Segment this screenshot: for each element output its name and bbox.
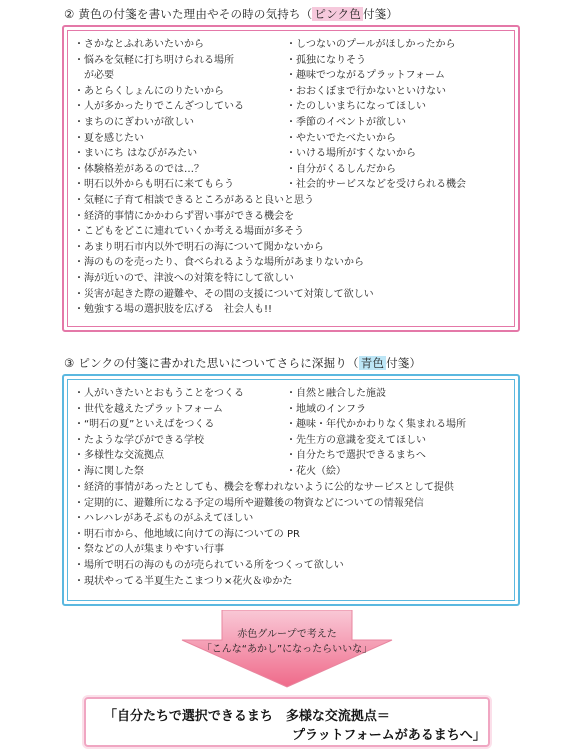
list-item: ・ハレハレがあそぶものがふえてほしい [74, 513, 254, 525]
arrow-caption-line1: 赤色グループで考えた [237, 629, 337, 640]
list-item: ・“明石の夏”といえばをつくる [74, 419, 215, 431]
list-item: ・季節のイベントが欲しい [286, 116, 406, 128]
result-line2: プラットフォームがあるまちへ」 [292, 728, 486, 743]
result-box [84, 697, 490, 747]
list-item: ・体験格差があるのでは…？ [74, 163, 204, 175]
list-item: ・海に関した祭 [74, 465, 144, 477]
list-item: ・海のものを売ったり、食べられるような場所があまりないから [74, 257, 364, 269]
list-item: ・勉強する場の選択肢を広げる 社会人も!! [74, 304, 273, 316]
list-item: ・花火（絵） [286, 465, 346, 477]
section3-box [62, 374, 520, 606]
list-item: ・自分がくるしんだから [286, 163, 396, 175]
list-item: ・趣味でつながるプラットフォーム [286, 70, 445, 82]
list-item: ・場所で明石の海のものが売られている所をつくって欲しい [74, 559, 344, 571]
section2-title-prefix: ② 黄色の付箋を書いた理由やその時の気持ち（ [64, 7, 313, 21]
list-item: ・やたいでたべたいから [286, 132, 396, 144]
list-item: ・あとらくしょんにのりたいから [74, 85, 224, 97]
section3-full-list [74, 480, 454, 589]
section3-title-suffix: 付箋） [386, 356, 422, 370]
section2-right-list [286, 37, 466, 193]
list-item: ・いける場所がすくないから [286, 148, 416, 160]
section2-title-suffix: 付箋） [362, 7, 399, 21]
section3-left-list [74, 386, 244, 480]
list-item: ・こどもをどこに連れていくか考える場面が多そう [74, 226, 304, 238]
result-line1: 「自分たちで選択できるまち 多様な交流拠点＝ [104, 709, 390, 724]
list-item: ・趣味・年代かかわりなく集まれる場所 [286, 419, 466, 431]
list-item: ・夏を感じたい [74, 132, 144, 144]
list-item: ・災害が起きた際の避難や、その間の支援について対策して欲しい [74, 288, 374, 300]
list-item: ・まいにち はなびがみたい [74, 148, 198, 160]
list-item: ・人がいきたいとおもうことをつくる [74, 388, 244, 399]
list-item: ・たような学びができる学校 [74, 434, 204, 446]
list-item: ・さかなとふれあいたいから [74, 39, 204, 50]
list-item: ・多様性な交流拠点 [74, 450, 164, 462]
section2-title [64, 6, 398, 22]
list-item: ・明石市から、他地域に向けての海についての PR [74, 528, 300, 540]
list-item: ・気軽に子育て相談できるところがあると良いと思う [74, 195, 314, 206]
list-item: ・自然と融合した施設 [286, 388, 386, 399]
list-item: ・自分たちで選択できるまちへ [286, 450, 426, 462]
list-item: ・人が多かったりでこんざつしている [74, 101, 244, 113]
list-item: ・明石以外からも明石に来てもらう [74, 179, 234, 191]
list-item: ・海が近いので、津波への対策を特にして欲しい [74, 272, 294, 284]
section2-full-list [74, 193, 374, 318]
list-item: ・あまり明石市内以外で明石の海について聞かないから [74, 241, 324, 253]
list-item: が必要 [74, 70, 114, 82]
list-item: ・世代を越えたプラットフォーム [74, 403, 223, 415]
list-item: ・祭などの人が集まりやすい行事 [74, 544, 224, 556]
list-item: ・たのしいまちになってほしい [286, 101, 426, 113]
section3-title-highlight: 青色 [360, 356, 385, 370]
list-item: ・しつないのプールがほしかったから [286, 39, 456, 50]
list-item: ・社会的サービスなどを受けられる機会 [286, 179, 466, 191]
section2-left-list [74, 37, 244, 193]
list-item: ・孤独になりそう [286, 54, 366, 66]
list-item: ・現状やってる半夏生たこまつり×花火＆ゆかた [74, 575, 293, 587]
section2-title-highlight: ピンク色 [314, 7, 361, 21]
list-item: ・定期的に、避難所になる予定の場所や避難後の物資などについての情報発信 [74, 497, 424, 509]
section2-box [62, 25, 520, 332]
list-item: ・地域のインフラ [286, 403, 366, 415]
section3-title [64, 355, 421, 371]
list-item: ・おおくぼまで行かないといけない [286, 85, 446, 97]
list-item: ・まちのにぎわいが欲しい [74, 116, 194, 128]
section3-right-list [286, 386, 466, 480]
list-item: ・経済的事情にかかわらず習い事ができる機会を [74, 210, 294, 222]
list-item: ・悩みを気軽に打ち明けられる場所 [74, 54, 234, 66]
list-item: ・先生方の意識を変えてほしい [286, 434, 426, 446]
arrow-caption-line2: 「こんな“あかし”になったらいいな」 [201, 644, 373, 655]
list-item: ・経済的事情があったとしても、機会を奪われないように公的なサービスとして提供 [74, 482, 454, 493]
section3-title-prefix: ③ ピンクの付箋に書かれた思いについてさらに深掘り（ [64, 356, 359, 370]
